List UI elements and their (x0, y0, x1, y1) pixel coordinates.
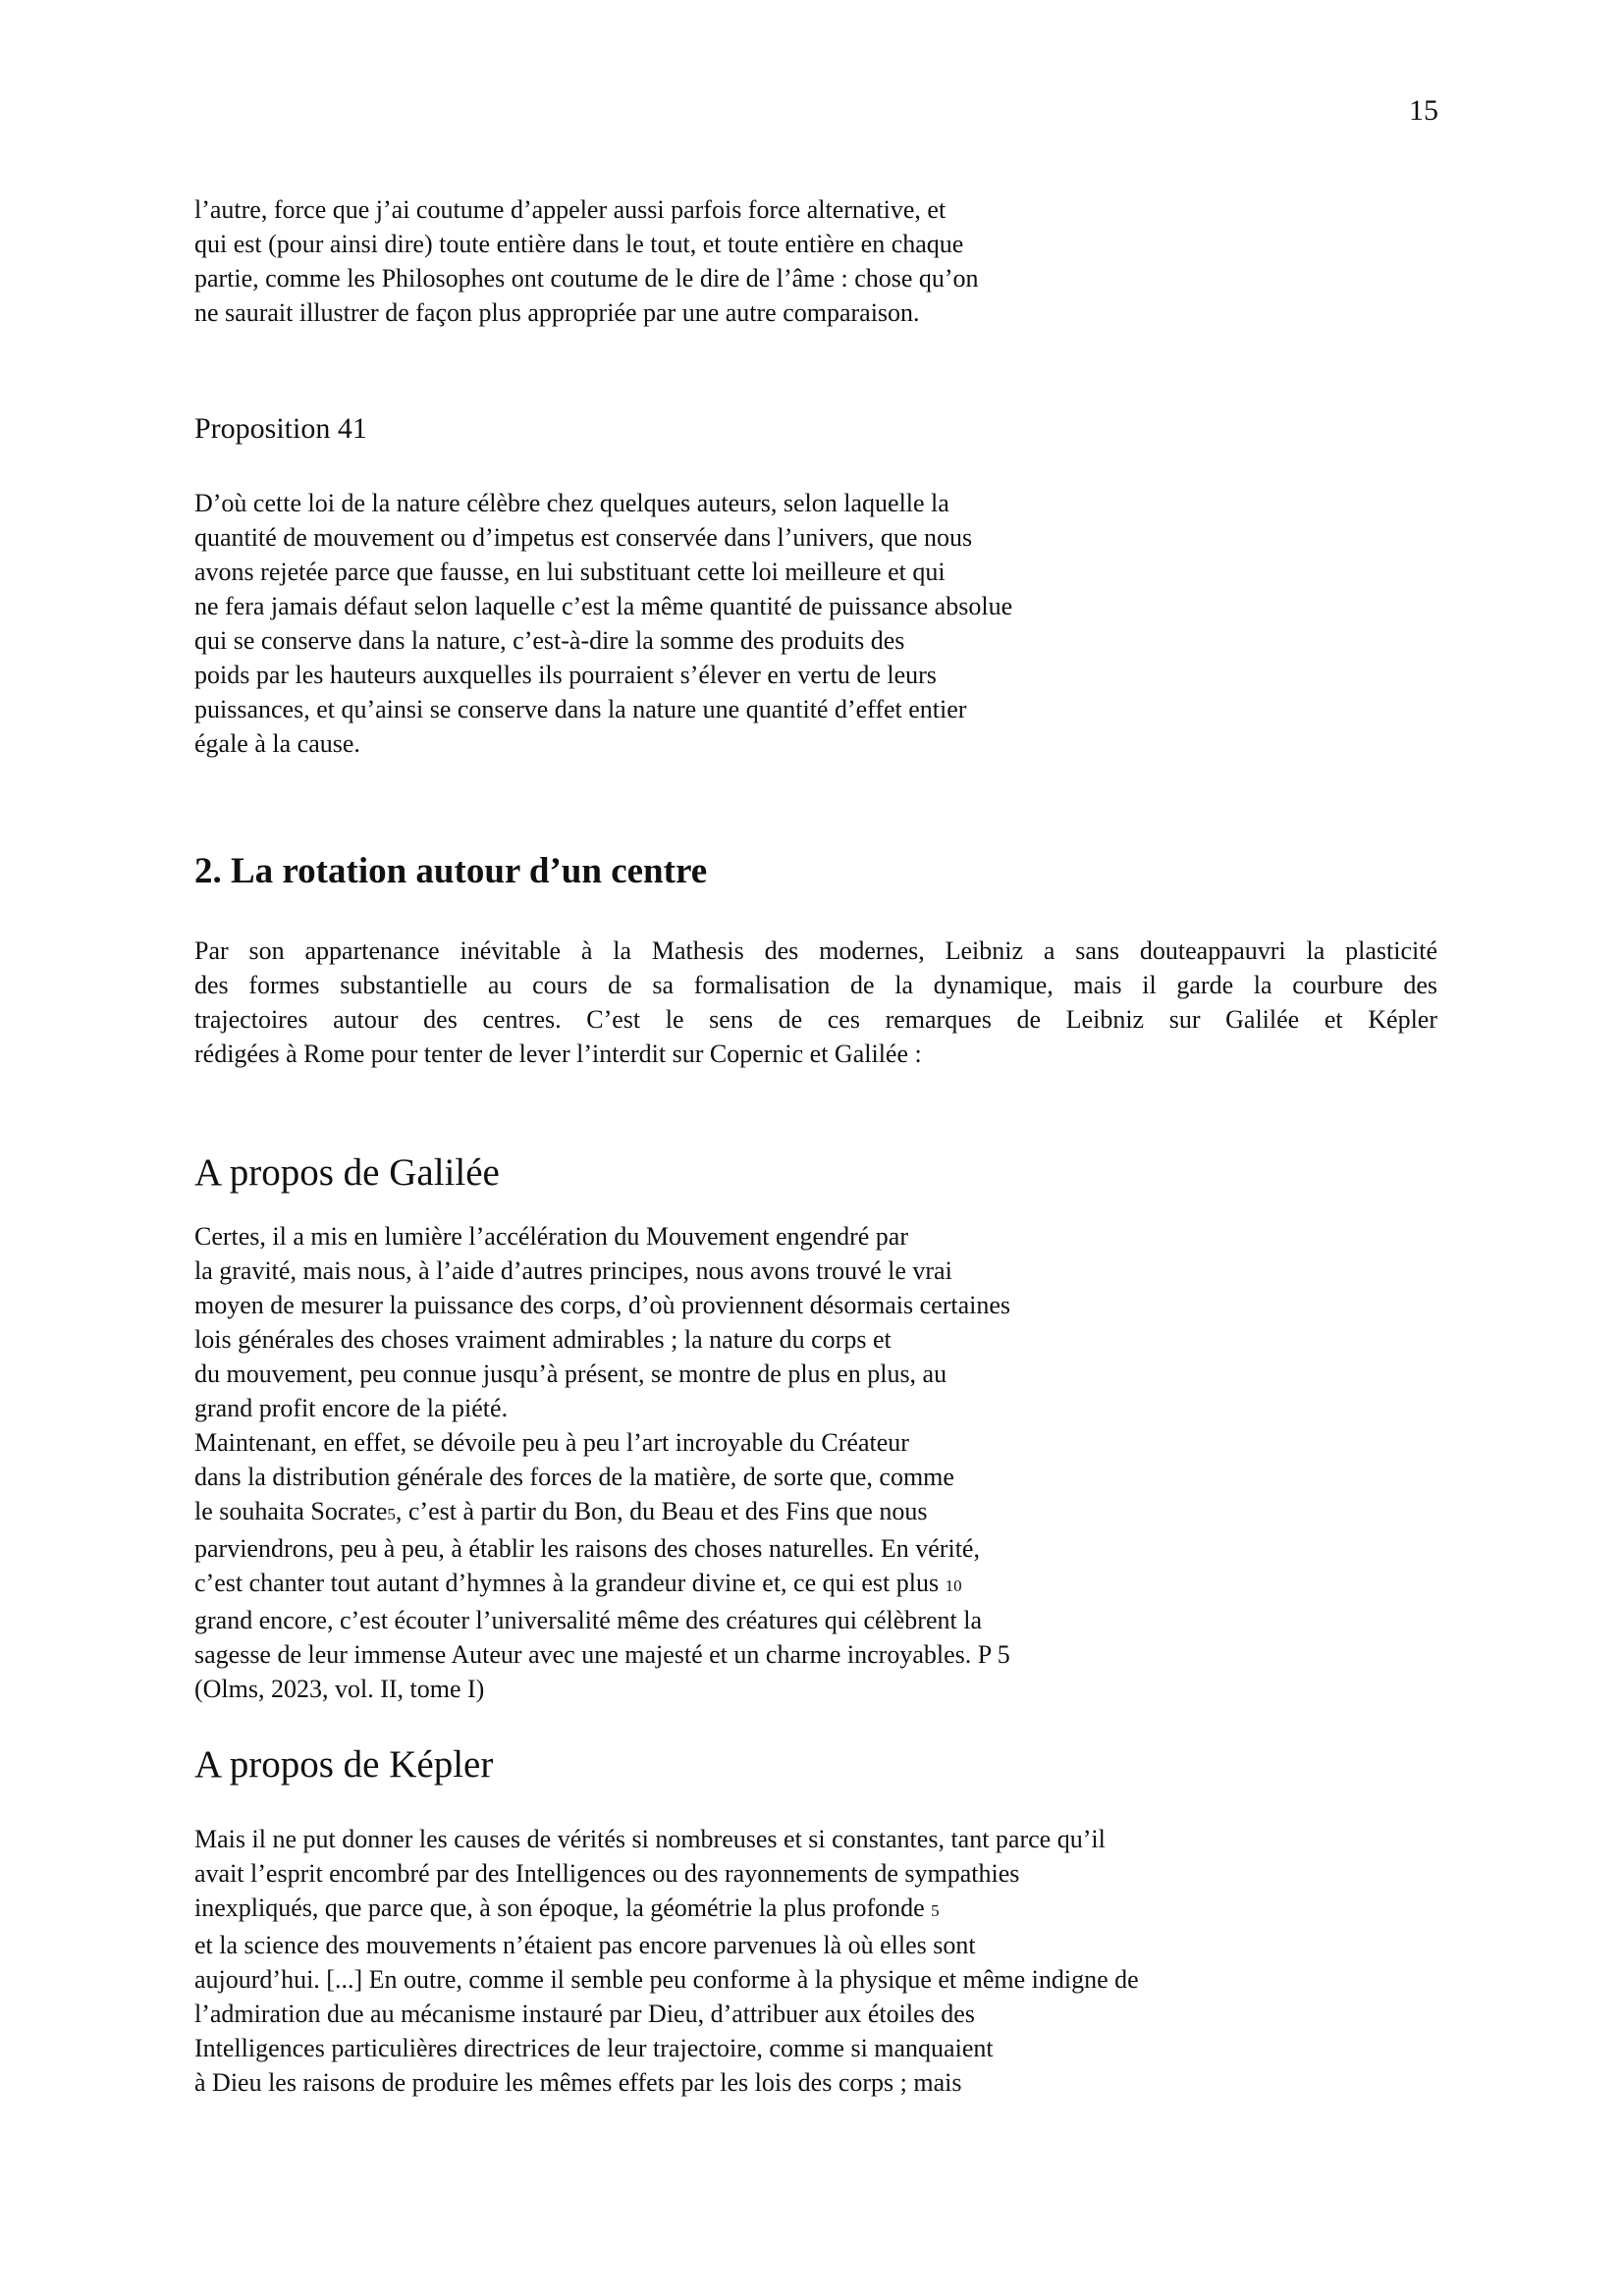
text-line: Maintenant, en effet, se dévoile peu à peu l’art incroyable du Créateur (194, 1428, 909, 1457)
text-line: lois générales des choses vraiment admirables ; la nature du corps et (194, 1325, 892, 1354)
text-line: à Dieu les raisons de produire les mêmes effets par les lois des corps ; mais (194, 2068, 962, 2097)
text-line: parviendrons, peu à peu, à établir les raisons des choses naturelles. En vérité, (194, 1534, 980, 1563)
text-line: l’admiration due au mécanisme instauré par Dieu, d’attribuer aux étoiles des (194, 2000, 975, 2028)
galilee-quote (194, 1219, 1010, 1706)
text-line: la gravité, mais nous, à l’aide d’autres principes, nous avons trouvé le vrai (194, 1256, 952, 1285)
section-heading: 2. La rotation autour d’un centre (194, 851, 708, 891)
text-line: (Olms, 2023, vol. II, tome I) (194, 1675, 485, 1703)
text-segment: , c’est à partir du Bon, du Beau et des Fins que nous (395, 1497, 928, 1525)
text-line: Certes, il a mis en lumière l’accélération du Mouvement engendré par (194, 1222, 908, 1251)
text-segment: le souhaita Socrate (194, 1497, 388, 1525)
proposition-title: Proposition 41 (194, 412, 367, 445)
line-number-marker: 10 (945, 1576, 962, 1595)
text-line: quantité de mouvement ou d’impetus est conservée dans l’univers, que nous (194, 523, 973, 552)
text-segment: c’est chanter tout autant d’hymnes à la grandeur divine et, ce qui est plus (194, 1569, 940, 1597)
text-line: dans la distribution générale des forces de la matière, de sorte que, comme (194, 1463, 954, 1491)
text-line: grand encore, c’est écouter l’universalité même des créatures qui célèbrent la (194, 1606, 982, 1634)
text-line (194, 1891, 1139, 1928)
text-line: avons rejetée parce que fausse, en lui substituant cette loi meilleure et qui (194, 558, 946, 586)
page-number: 15 (1409, 94, 1438, 127)
text-line: l’autre, force que j’ai coutume d’appeler aussi parfois force alternative, et (194, 195, 947, 224)
kepler-quote (194, 1822, 1139, 2100)
proposition-paragraph (194, 486, 1012, 761)
text-line: qui est (pour ainsi dire) toute entière dans le tout, et toute entière en chaque (194, 230, 964, 258)
intro-paragraph (194, 192, 979, 330)
text-line: moyen de mesurer la puissance des corps, d’où proviennent désormais certaines (194, 1291, 1011, 1319)
text-line: rédigées à Rome pour tenter de lever l’interdit sur Copernic et Galilée : (194, 1040, 922, 1068)
text-line: du mouvement, peu connue jusqu’à présent, se montre de plus en plus, au (194, 1360, 947, 1388)
text-line: partie, comme les Philosophes ont coutume de le dire de l’âme : chose qu’on (194, 264, 979, 293)
text-line: Mais il ne put donner les causes de vérités si nombreuses et si constantes, tant parce qu’il (194, 1825, 1106, 1853)
galilee-heading: A propos de Galilée (194, 1151, 500, 1194)
text-line: avait l’esprit encombré par des Intelligences ou des rayonnements de sympathies (194, 1859, 1020, 1888)
line-number-marker: 5 (387, 1505, 396, 1523)
text-line: ne saurait illustrer de façon plus appropriée par une autre comparaison. (194, 298, 920, 327)
text-line: ne fera jamais défaut selon laquelle c’est la même quantité de puissance absolue (194, 592, 1013, 620)
text-line: et la science des mouvements n’étaient pas encore parvenues là où elles sont (194, 1931, 976, 1959)
text-line (194, 1566, 1010, 1603)
text-line: Par son appartenance inévitable à la Mathesis des modernes, Leibniz a sans douteappauvri la plasticité (194, 936, 1437, 965)
text-line: Intelligences particulières directrices de leur trajectoire, comme si manquaient (194, 2034, 994, 2062)
text-line (194, 1494, 1010, 1531)
text-line: trajectoires autour des centres. C’est le sens de ces remarques de Leibniz sur Galilée et Képler (194, 1005, 1437, 1034)
text-line: qui se conserve dans la nature, c’est-à-dire la somme des produits des (194, 626, 905, 655)
text-line: sagesse de leur immense Auteur avec une majesté et un charme incroyables. P 5 (194, 1640, 1010, 1669)
text-line: des formes substantielle au cours de sa formalisation de la dynamique, mais il garde la courbure des (194, 971, 1437, 999)
kepler-heading: A propos de Képler (194, 1743, 494, 1786)
text-line: D’où cette loi de la nature célèbre chez quelques auteurs, selon laquelle la (194, 489, 949, 517)
text-segment: inexpliqués, que parce que, à son époque, la géométrie la plus profonde (194, 1894, 925, 1922)
text-line: grand profit encore de la piété. (194, 1394, 509, 1422)
section-paragraph (194, 934, 1437, 1071)
text-line: aujourd’hui. [...] En outre, comme il semble peu conforme à la physique et même indigne de (194, 1965, 1139, 1994)
text-line: égale à la cause. (194, 729, 360, 758)
text-line: puissances, et qu’ainsi se conserve dans la nature une quantité d’effet entier (194, 695, 967, 723)
line-number-marker: 5 (931, 1901, 940, 1920)
text-line: poids par les hauteurs auxquelles ils pourraient s’élever en vertu de leurs (194, 661, 937, 689)
